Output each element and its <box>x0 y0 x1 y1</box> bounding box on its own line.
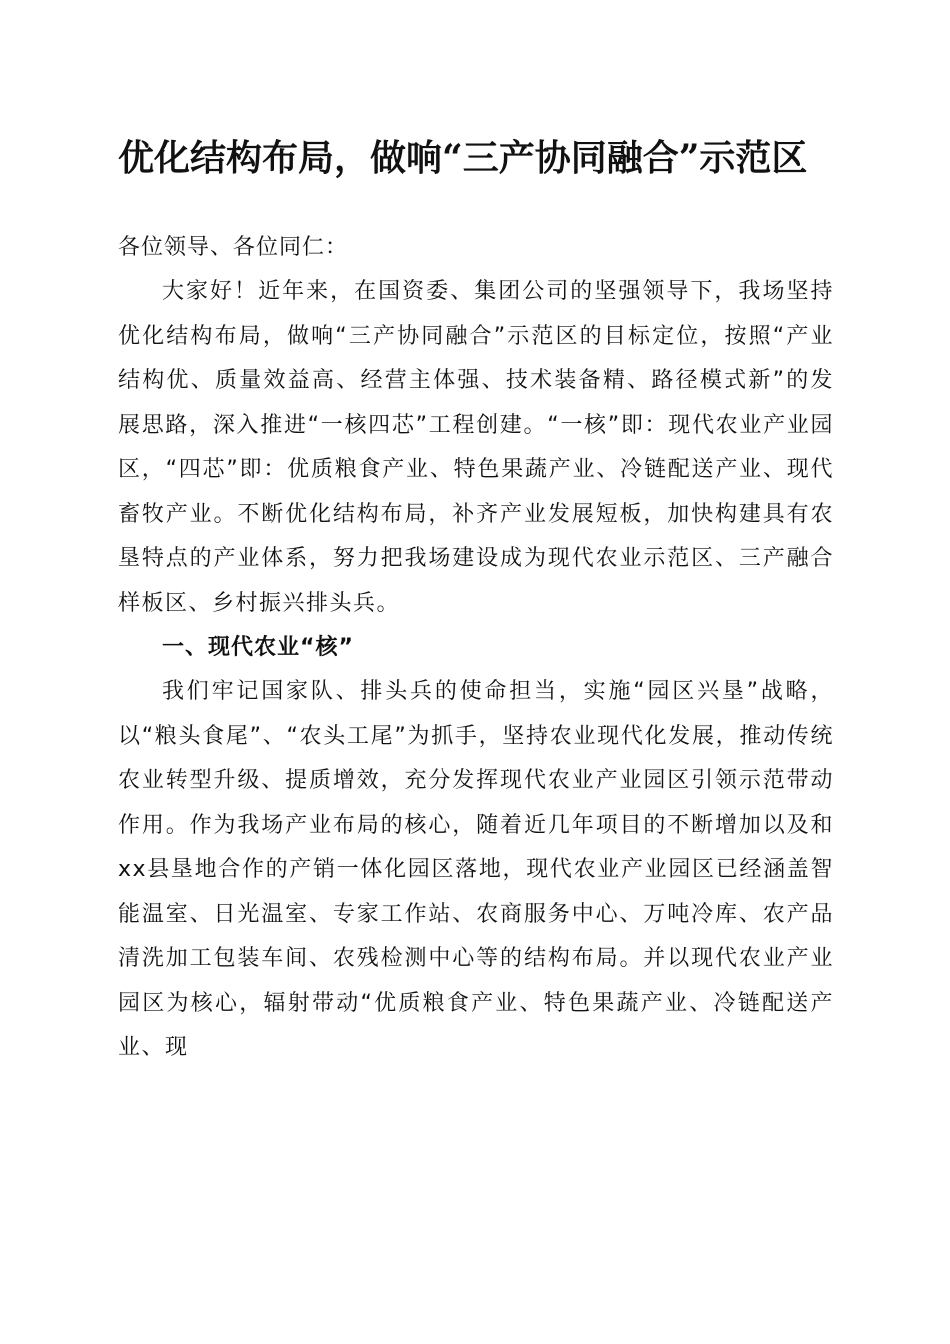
salutation: 各位领导、各位同仁： <box>118 235 349 260</box>
document-page <box>118 128 834 1071</box>
section-heading-1: 一、现代农业“核” <box>162 635 354 660</box>
section-1-paragraph: 我们牢记国家队、排头兵的使命担当，实施“园区兴垦”战略，以“粮头食尾”、“农头工尾”为抓手，坚持农业现代化发展，推动传统农业转型升级、提质增效，充分发挥现代农业产业园区引领示范带动作用。作为我场产业布局的核心，随着近几年项目的不断增加以及和xx县垦地合作的产销一体化园区落地，现代农业产业园区已经涵盖智能温室、日光温室、专家工作站、农商服务中心、万吨冷库、农产品清洗加工包装车间、农残检测中心等的结构布局。并以现代农业产业园区为核心，辐射带动“优质粮食产业、特色果蔬产业、冷链配送产业、现 <box>118 679 834 1060</box>
document-title: 优化结构布局，做响“三产协同融合”示范区 <box>118 137 808 179</box>
opening-paragraph: 大家好！近年来，在国资委、集团公司的坚强领导下，我场坚持优化结构布局，做响“三产协同融合”示范区的目标定位，按照“产业结构优、质量效益高、经营主体强、技术装备精、路径模式新”的发展思路，深入推进“一核四芯”工程创建。“一核”即：现代农业产业园区，“四芯”即：优质粮食产业、特色果蔬产业、冷链配送产业、现代畜牧产业。不断优化结构布局，补齐产业发展短板，加快构建具有农垦特点的产业体系，努力把我场建设成为现代农业示范区、三产融合样板区、乡村振兴排头兵。 <box>118 279 834 616</box>
